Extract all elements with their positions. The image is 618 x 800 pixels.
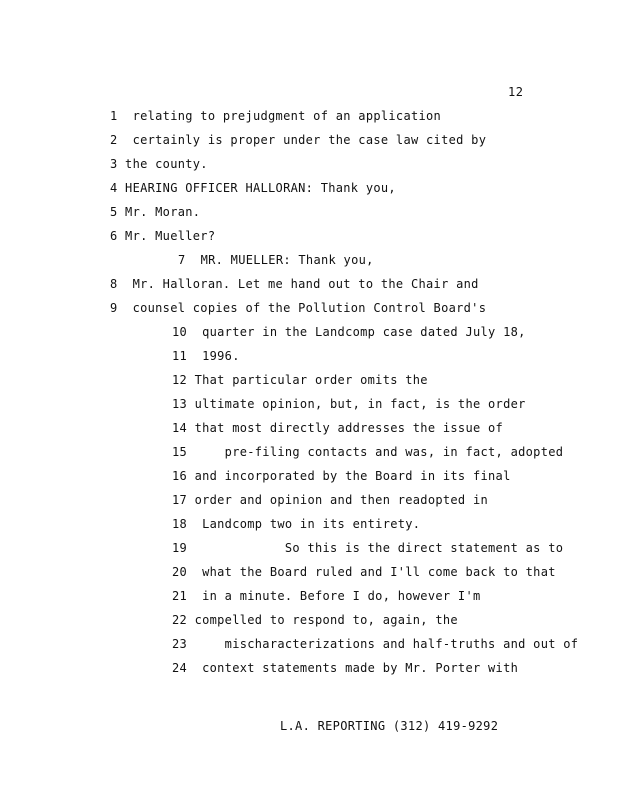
- transcript-line: 18 Landcomp two in its entirety.: [172, 517, 421, 531]
- transcript-line: 23 mischaracterizations and half-truths and out of: [172, 637, 579, 651]
- transcript-line: 24 context statements made by Mr. Porter with: [172, 661, 519, 675]
- transcript-line: 12 That particular order omits the: [172, 373, 428, 387]
- transcript-line: 1 relating to prejudgment of an application: [110, 109, 442, 123]
- page-number: 12: [508, 85, 524, 99]
- transcript-line: 19 So this is the direct statement as to: [172, 541, 564, 555]
- transcript-line: 14 that most directly addresses the issue of: [172, 421, 504, 435]
- transcript-line: 17 order and opinion and then readopted in: [172, 493, 489, 507]
- transcript-line: 5 Mr. Moran.: [110, 205, 201, 219]
- transcript-line: 16 and incorporated by the Board in its final: [172, 469, 511, 483]
- transcript-line: 7 MR. MUELLER: Thank you,: [178, 253, 374, 267]
- transcript-line: 3 the county.: [110, 157, 208, 171]
- transcript-line: 10 quarter in the Landcomp case dated July 18,: [172, 325, 526, 339]
- transcript-line: 21 in a minute. Before I do, however I'm: [172, 589, 481, 603]
- transcript-line: 8 Mr. Halloran. Let me hand out to the Chair and: [110, 277, 479, 291]
- transcript-line: 4 HEARING OFFICER HALLORAN: Thank you,: [110, 181, 396, 195]
- transcript-line: 9 counsel copies of the Pollution Control Board's: [110, 301, 487, 315]
- transcript-line: 6 Mr. Mueller?: [110, 229, 216, 243]
- transcript-line: 13 ultimate opinion, but, in fact, is the order: [172, 397, 526, 411]
- transcript-line: 22 compelled to respond to, again, the: [172, 613, 458, 627]
- footer-reporter: L.A. REPORTING (312) 419-9292: [280, 719, 499, 733]
- transcript-line: 20 what the Board ruled and I'll come back to that: [172, 565, 556, 579]
- transcript-line: 2 certainly is proper under the case law cited by: [110, 133, 487, 147]
- transcript-line: 15 pre-filing contacts and was, in fact, adopted: [172, 445, 564, 459]
- transcript-line: 11 1996.: [172, 349, 240, 363]
